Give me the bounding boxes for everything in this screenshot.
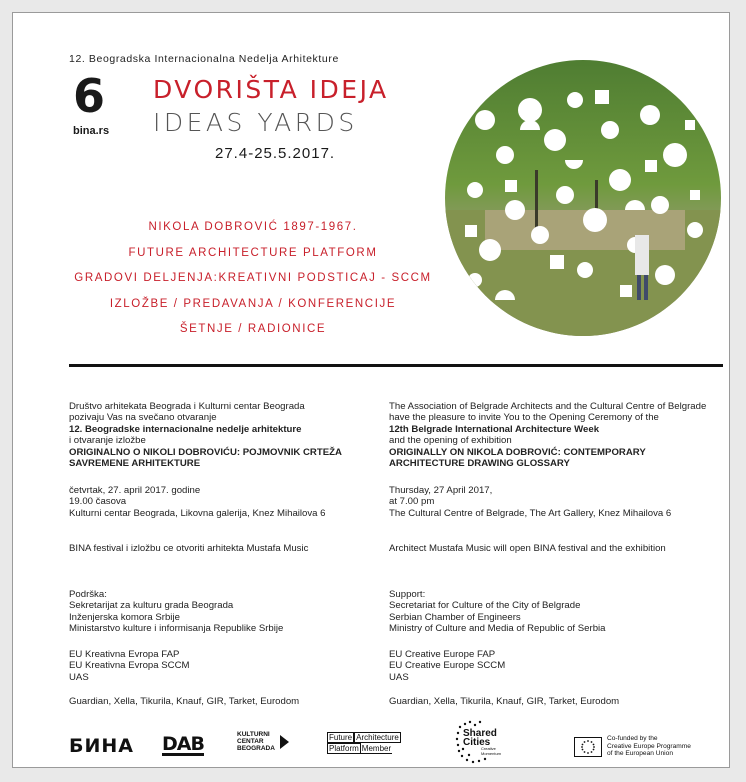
shared-cities-logo: Shared Cities Creative Momentum [454, 719, 504, 765]
program-item: GRADOVI DELJENJA:KREATIVNI PODSTICAJ - SCCM [74, 272, 432, 284]
eu-line: EU Creative Europe SCCM [389, 660, 506, 672]
website-link[interactable]: bina.rs [73, 125, 110, 137]
program-item: ŠETNJE / RADIONICE [179, 323, 327, 335]
festival-dates: 27.4-25.5.2017. [215, 145, 336, 162]
invite-block [69, 401, 369, 469]
eu-line: EU Creative Europe FAP [389, 649, 496, 660]
eu-line: UAS [69, 671, 89, 683]
support-line: Podrška: [69, 589, 107, 600]
invite-line: The Association of Belgrade Architects and the Cultural Centre of Belgrade [389, 401, 707, 412]
program-item: IZLOŽBE / PREDAVANJA / KONFERENCIJE [109, 297, 397, 310]
support-line: Ministry of Culture and Media of Republic of Serbia [389, 623, 606, 635]
title-serbian: DVORIŠTA IDEJA [153, 75, 389, 104]
opening-line: Architect Mustafa Music will open BINA festival and the exhibition [389, 543, 666, 554]
eu-line: EU Kreativna Evropa FAP [69, 649, 180, 660]
eu-block [389, 649, 729, 683]
exhibition-title-line: ORIGINALNO O NIKOLI DOBROVIĆU: POJMOVNIK CRTEŽA [69, 446, 342, 458]
program-item: FUTURE ARCHITECTURE PLATFORM [128, 246, 378, 259]
invite-line: have the pleasure to invite You to the Opening Ceremony of the [389, 412, 659, 424]
invite-block [389, 401, 729, 469]
support-line: Sekretarijat za kulturu grada Beograda [69, 600, 234, 612]
eu-block [69, 649, 369, 683]
sponsors-line: Guardian, Xella, Tikurila, Knauf, GIR, Tarket, Eurodom [389, 696, 620, 707]
support-block [69, 589, 369, 635]
invitation-card [12, 12, 730, 768]
support-line: Inženjerska komora Srbije [69, 611, 180, 623]
time-line: at 7.00 pm [389, 496, 435, 508]
exhibition-intro: and the opening of exhibition [389, 435, 512, 447]
festival-subtitle: 12. Beogradska Internacionalna Nedelja Arhitekture [69, 53, 339, 65]
invite-line: pozivaju Vas na svečano otvaranje [69, 412, 217, 424]
event-name: 12. Beogradske internacionalne nedelje arhitekture [69, 423, 302, 435]
kcb-logo: KULTURNI CENTAR BEOGRADA [237, 731, 275, 752]
sponsors-line: Guardian, Xella, Tikurila, Knauf, GIR, Tarket, Eurodom [69, 696, 300, 707]
time-line: 19.00 časova [69, 496, 127, 508]
eu-line: EU Kreativna Evropa SCCM [69, 660, 190, 672]
section-divider [69, 364, 723, 367]
invite-line: Društvo arhitekata Beograda i Kulturni centar Beograda [69, 401, 305, 412]
eu-flag-icon [574, 737, 602, 757]
program-item: NIKOLA DOBROVIĆ 1897-1967. [148, 221, 358, 233]
event-name: 12th Belgrade International Architecture Week [389, 423, 600, 435]
exhibition-title-line: ORIGINALLY ON NIKOLA DOBROVIĆ: CONTEMPORARY [389, 446, 646, 458]
support-block [389, 589, 729, 635]
yard-photo-circle [445, 60, 721, 336]
bina-logo: БИНА [69, 735, 134, 757]
edition-number: 6 [73, 69, 106, 123]
title-english: IDEAS YARDS [153, 108, 358, 137]
program-list [53, 215, 453, 343]
dab-logo: DAB [162, 733, 204, 755]
eu-line: UAS [389, 671, 409, 683]
support-line: Ministarstvo kulture i informisanja Republike Srbije [69, 623, 284, 635]
venue-line: Kulturni centar Beograda, Likovna galerija, Knez Mihailova 6 [69, 507, 326, 519]
opening-line: BINA festival i izložbu ce otvoriti arhitekta Mustafa Music [69, 543, 309, 554]
support-line: Serbian Chamber of Engineers [389, 611, 521, 623]
exhibition-title-line: SAVREMENE ARHITEKTURE [69, 458, 201, 470]
partner-logos [69, 725, 709, 765]
exhibition-title-line: ARCHITECTURE DRAWING GLOSSARY [389, 458, 570, 470]
fap-logo: Future Architecture Platform Member [329, 733, 399, 753]
date-line: Thursday, 27 April 2017, [389, 485, 493, 496]
yard-photo-illustration [445, 60, 721, 336]
when-block [69, 485, 369, 519]
venue-line: The Cultural Centre of Belgrade, The Art Gallery, Knez Mihailova 6 [389, 507, 672, 519]
eu-cofunded-text: Co-funded by the Creative Europe Programme of the European Union [607, 735, 691, 758]
date-line: četvrtak, 27. april 2017. godine [69, 485, 201, 496]
exhibition-intro: i otvaranje izložbe [69, 435, 146, 447]
support-line: Secretariat for Culture of the City of Belgrade [389, 600, 581, 612]
when-block [389, 485, 729, 519]
support-line: Support: [389, 589, 426, 600]
kcb-arrow-icon [280, 735, 289, 749]
